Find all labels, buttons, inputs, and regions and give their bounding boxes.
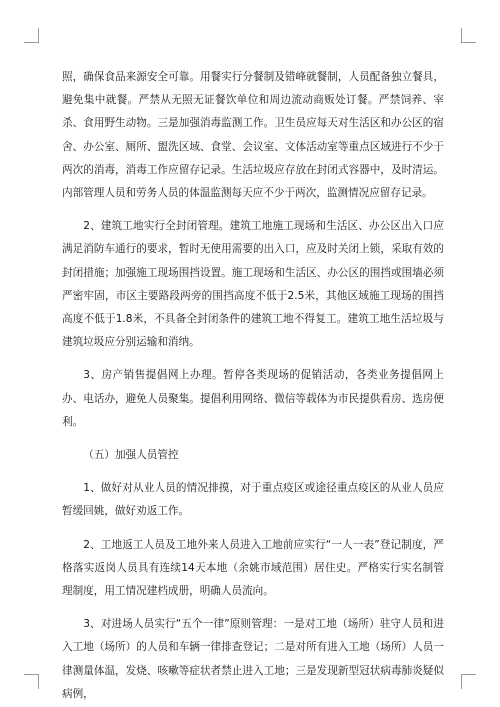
paragraph-gap xyxy=(62,467,444,477)
paragraph-gap xyxy=(62,205,444,215)
paragraph-registration: 2、工地返工人员及工地外来人员进入工地前应实行“一人一表”登记制度，严格落实返岗人员具有连续14天本地（余姚市域范围）居住史。严格实行实名制管理制度，用工情况建档成册，明确人员流向。 xyxy=(62,538,444,598)
paragraph-staff-screening: 1、做好对从业人员的情况排摸，对于重点疫区或途径重点疫区的从业人员应暂缓回姚，做好劝返工作。 xyxy=(62,482,444,518)
paragraph-gap xyxy=(62,524,444,534)
paragraph-gap xyxy=(62,603,444,613)
crop-mark-top-right xyxy=(461,28,476,43)
crop-mark-bottom-right xyxy=(461,674,476,689)
crop-mark-top-left xyxy=(24,28,39,43)
paragraph-gap xyxy=(62,434,444,444)
crop-mark-bottom-left xyxy=(24,674,39,689)
paragraph-site-closure: 2、建筑工地实行全封闭管理。建筑工地施工现场和生活区、办公区出入口应满足消防车通行的要求，暂时无使用需要的出入口，应及时关闭上锁，采取有效的封闭措施；加强施工现场围挡设置。施工现场和生活区、办公区的围挡或围墙必须严密牢固，市区主要路段两旁的围挡高度不低于2.5米，其他区域施工现场的围挡高度不低于1.8米，不具备全封闭条件的建筑工地不得复工。建筑工地生活垃圾与建筑垃圾应分别运输和消纳。 xyxy=(62,220,444,349)
document-body xyxy=(62,66,444,706)
section-heading-personnel: （五）加强人员管控 xyxy=(83,449,179,462)
paragraph-online-sales: 3、房产销售提倡网上办理。暂停各类现场的促销活动，各类业务提倡网上办、电话办，避免人员聚集。提倡利用网络、微信等载体为市民提供看房、选房便利。 xyxy=(62,369,444,428)
paragraph-gap xyxy=(62,354,444,364)
paragraph-five-rules: 3、对进场人员实行“五个一律”原则管理：一是对工地（场所）驻守人员和进入工地（场所）的人员和车辆一律排查登记；二是对所有进入工地（场所）人员一律测量体温，发烧、咳嗽等症状者禁止进入工地；三是发现新型冠状病毒肺炎疑似病例， xyxy=(62,618,444,700)
paragraph-food-safety: 照，确保食品来源安全可靠。用餐实行分餐制及错峰就餐制，人员配备独立餐具，避免集中就餐。严禁从无照无证餐饮单位和周边流动商贩处订餐。严禁饲养、宰杀、食用野生动物。三是加强消毒监测工作。卫生员应每天对生活区和办公区的宿舍、办公室、厕所、盥洗区域、食堂、会议室、文体活动室等重点区域进行不少于两次的消毒，消毒工作应留存记录。生活垃圾应存放在封闭式容器中，及时清运。内部管理人员和劳务人员的体温监测每天应不少于两次，监测情况应留存记录。 xyxy=(62,71,444,200)
